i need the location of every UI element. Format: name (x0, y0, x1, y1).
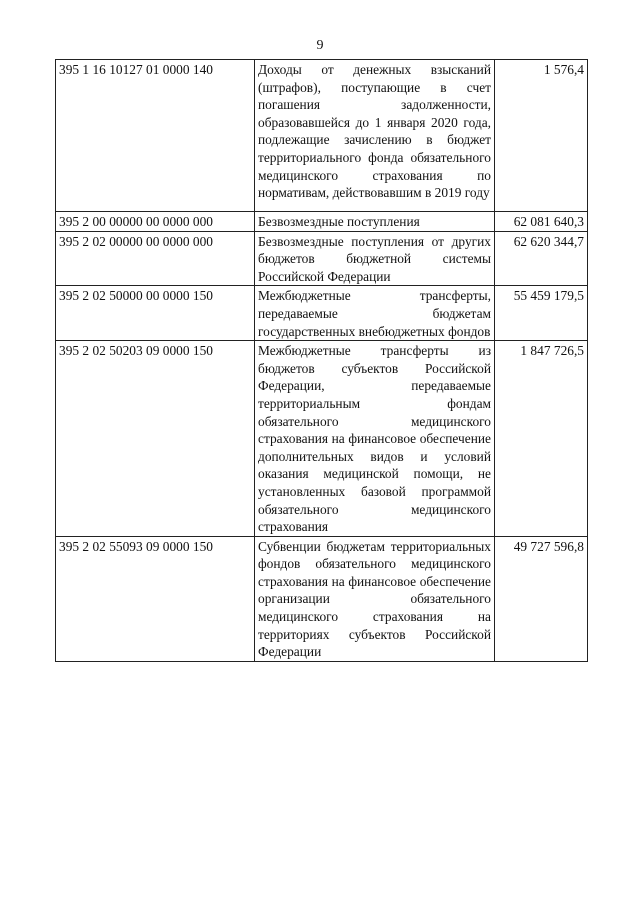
budget-code-cell: 395 2 02 50203 09 0000 150 (56, 341, 255, 537)
budget-revenue-table (55, 59, 588, 662)
budget-code-cell: 395 2 02 55093 09 0000 150 (56, 536, 255, 661)
budget-code-cell: 395 2 00 00000 00 0000 000 (56, 212, 255, 232)
table-row (56, 60, 588, 212)
amount-cell: 55 459 179,5 (495, 286, 588, 341)
table-row (56, 341, 588, 537)
budget-code-cell: 395 2 02 50000 00 0000 150 (56, 286, 255, 341)
table-row (56, 231, 588, 286)
amount-cell: 1 847 726,5 (495, 341, 588, 537)
description-cell: Межбюджетные трансферты, передаваемые бюджетам государственных внебюджетных фондов (255, 286, 495, 341)
table-row (56, 212, 588, 232)
amount-cell: 62 081 640,3 (495, 212, 588, 232)
description-cell: Субвенции бюджетам территориальных фондов обязательного медицинского страхования на финансовое обеспечение организации обязательного медицинского страхования на территориях субъектов Российской Федерации (255, 536, 495, 661)
description-cell: Безвозмездные поступления (255, 212, 495, 232)
table-row (56, 536, 588, 661)
amount-cell: 1 576,4 (495, 60, 588, 212)
amount-cell: 62 620 344,7 (495, 231, 588, 286)
page-number: 9 (316, 38, 324, 53)
description-cell: Доходы от денежных взысканий (штрафов), поступающие в счет погашения задолженности, образовавшейся до 1 января 2020 года, подлежащие зачислению в бюджет территориального фонда обязательного медицинского страхования по нормативам, действовавшим в 2019 году (255, 60, 495, 212)
budget-code-cell: 395 1 16 10127 01 0000 140 (56, 60, 255, 212)
amount-cell: 49 727 596,8 (495, 536, 588, 661)
description-cell: Безвозмездные поступления от других бюджетов бюджетной системы Российской Федерации (255, 231, 495, 286)
table-row (56, 286, 588, 341)
description-cell: Межбюджетные трансферты из бюджетов субъектов Российской Федерации, передаваемые территориальным фондам обязательного медицинского страхования на финансовое обеспечение дополнительных видов и условий оказания медицинской помощи, не установленных базовой программой обязательного медицинского страхования (255, 341, 495, 537)
budget-code-cell: 395 2 02 00000 00 0000 000 (56, 231, 255, 286)
